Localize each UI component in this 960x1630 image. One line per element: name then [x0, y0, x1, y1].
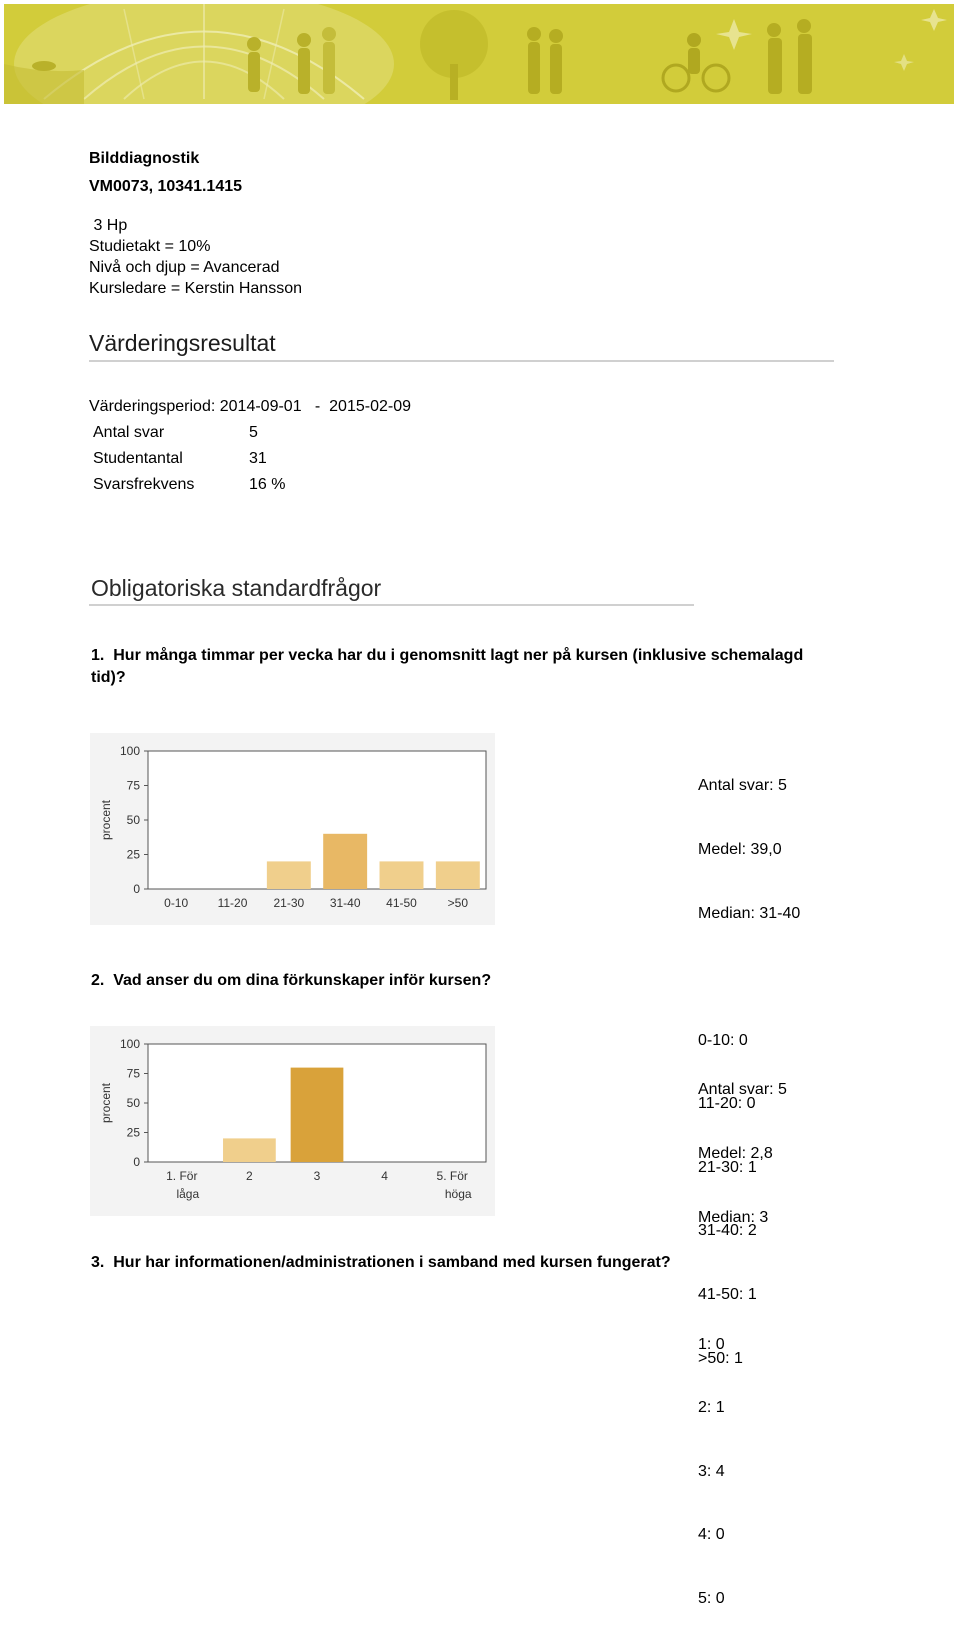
bar	[380, 861, 424, 889]
question-title: 2. Vad anser du om dina förkunskaper inför kursen?	[91, 972, 492, 989]
bar-chart	[90, 1026, 495, 1216]
banner-illustration	[4, 4, 954, 104]
stat-label: Antal svar	[93, 424, 165, 441]
summary-line: Median: 31-40	[698, 904, 801, 922]
y-tick-label: 50	[126, 813, 140, 827]
bar	[267, 861, 311, 889]
y-tick-label: 100	[119, 744, 140, 758]
x-tick-label: 41-50	[386, 896, 417, 910]
plot-area	[148, 751, 486, 889]
chart-container	[90, 733, 495, 925]
distribution-line: 41-50: 1	[698, 1286, 757, 1304]
header-banner	[4, 4, 954, 104]
question-title: 1. Hur många timmar per vecka har du i genomsnitt lagt ner på kursen (inklusive schemalagd tid)?	[91, 647, 808, 686]
distribution-line: 3: 4	[698, 1462, 725, 1480]
stat-label: Svarsfrekvens	[93, 476, 195, 493]
course-level: Nivå och djup = Avancerad	[89, 259, 280, 276]
course-pace: Studietakt = 10%	[89, 238, 211, 255]
course-credits: 3 Hp	[93, 217, 128, 234]
bar	[436, 861, 480, 889]
evaluation-period: Värderingsperiod: 2014-09-01 - 2015-02-09	[89, 398, 411, 415]
y-tick-label: 0	[133, 882, 140, 896]
x-tick-label: 1. För	[166, 1169, 198, 1183]
summary-line: Medel: 2,8	[698, 1145, 773, 1163]
summary-line: Median: 3	[698, 1208, 769, 1226]
y-tick-label: 25	[126, 847, 140, 862]
question-title: 3. Hur har informationen/administrationen i samband med kursen fungerat?	[91, 1254, 671, 1271]
distribution-line: >50: 1	[698, 1349, 743, 1367]
summary-block	[698, 1037, 787, 1630]
y-axis-label: procent	[99, 799, 113, 841]
x-tick-label: 3	[313, 1169, 321, 1183]
distribution-line: 21-30: 1	[698, 1158, 757, 1176]
x-tick-label: 4	[381, 1169, 388, 1183]
distribution-line: 0-10: 0	[698, 1031, 748, 1049]
distribution-line: 4: 0	[698, 1526, 725, 1544]
y-tick-label: 0	[133, 1155, 140, 1169]
y-tick-label: 50	[126, 1096, 140, 1110]
x-tick-label: 11-20	[217, 896, 248, 910]
x-tick-label: 5. För	[436, 1169, 468, 1183]
chart-container	[90, 1026, 495, 1216]
summary-line: Antal svar: 5	[698, 1081, 787, 1099]
x-tick-label: >50	[447, 896, 469, 910]
x-tick-label: 0-10	[164, 896, 189, 910]
course-leader: Kursledare = Kerstin Hansson	[89, 280, 302, 297]
distribution-line: 1: 0	[698, 1335, 725, 1353]
y-tick-label: 75	[126, 778, 140, 793]
bar-chart	[90, 733, 495, 925]
distribution-line: 11-20: 0	[698, 1095, 756, 1113]
stat-label: Studentantal	[93, 450, 183, 467]
stat-value: 31	[249, 450, 267, 467]
section-heading: Obligatoriska standardfrågor	[91, 575, 382, 601]
bar	[291, 1068, 344, 1162]
course-code: VM0073, 10341.1415	[89, 178, 243, 195]
summary-line: Antal svar: 5	[698, 777, 787, 795]
summary-line: Medel: 39,0	[698, 841, 782, 859]
y-tick-label: 75	[126, 1066, 140, 1081]
distribution-line: 31-40: 2	[698, 1222, 757, 1240]
stat-value: 5	[249, 424, 258, 441]
x-tick-label-line2: låga	[176, 1187, 200, 1201]
distribution-line: 2: 1	[698, 1399, 725, 1417]
distribution-line: 5: 0	[698, 1590, 725, 1608]
y-tick-label: 100	[119, 1037, 140, 1051]
y-axis-label: procent	[99, 1082, 113, 1124]
x-tick-label: 21-30	[273, 896, 305, 910]
course-name: Bilddiagnostik	[89, 150, 200, 167]
x-tick-label: 2	[246, 1169, 253, 1183]
x-tick-label: 31-40	[329, 896, 361, 910]
results-divider	[89, 360, 834, 362]
section-divider	[89, 604, 694, 606]
results-heading: Värderingsresultat	[89, 330, 276, 356]
stat-value: 16 %	[249, 476, 286, 493]
bar	[323, 834, 367, 889]
bar	[223, 1138, 276, 1162]
x-tick-label-line2: höga	[444, 1187, 472, 1201]
y-tick-label: 25	[126, 1125, 140, 1140]
